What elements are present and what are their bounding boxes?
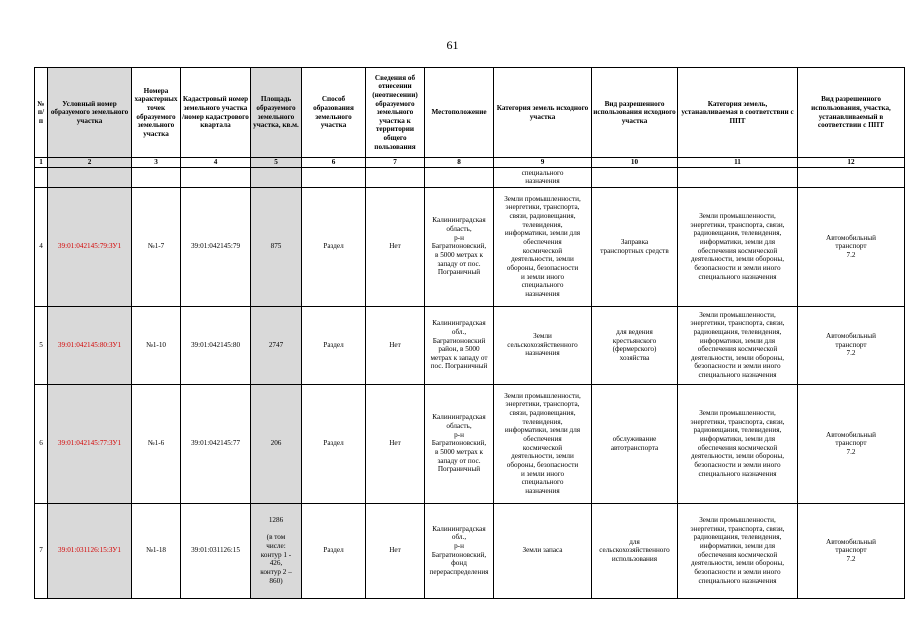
header-location: Местоположение <box>425 68 494 158</box>
cadastral-number: 39:01:042145:80 <box>181 306 251 384</box>
formation-method: Раздел <box>302 503 366 598</box>
permitted-use: для ведения крестьянского (фермерского) хозяйства <box>592 306 678 384</box>
public-use: Нет <box>366 306 425 384</box>
area: 206 <box>251 384 302 503</box>
table-row <box>35 503 905 598</box>
colnum-6: 6 <box>302 158 366 168</box>
permitted-use: Заправка транспортных средств <box>592 187 678 306</box>
page-number: 61 <box>446 38 459 52</box>
location: Калининградская обл., р-н Багратионовский, фонд перераспределения <box>425 503 494 598</box>
header-cadastral: Кадастровый номер земельного участка /номер кадастрового квартала <box>181 68 251 158</box>
points: №1-7 <box>132 187 181 306</box>
public-use: Нет <box>366 503 425 598</box>
cadastral-number: 39:01:042145:79 <box>181 187 251 306</box>
cadastral-number: 39:01:031126:15 <box>181 503 251 598</box>
colnum-9: 9 <box>494 158 592 168</box>
row-num: 5 <box>35 306 48 384</box>
table-row <box>35 384 905 503</box>
formation-method: Раздел <box>302 306 366 384</box>
points: №1-18 <box>132 503 181 598</box>
continuation-row <box>35 167 905 187</box>
permitted-use: обслуживание автотранспорта <box>592 384 678 503</box>
table-row <box>35 187 905 306</box>
row-num: 6 <box>35 384 48 503</box>
colnum-10: 10 <box>592 158 678 168</box>
header-permitted-use: Вид разрешенного использования исходного участка <box>592 68 678 158</box>
header-area: Площадь образуемого земельного участка, кв.м. <box>251 68 302 158</box>
location: Калининградская область, р-н Багратионовский, в 5000 метрах к западу от пос. Пограничный <box>425 384 494 503</box>
row-num: 4 <box>35 187 48 306</box>
points: №1-10 <box>132 306 181 384</box>
category: Земли промышленности, энергетики, транспорта, связи, радиовещания, телевидения, информатики, земли для обеспечения космической деятельности, земли обороны, безопасности и земли иного специального назначения <box>494 384 592 503</box>
new-use: Автомобильный транспорт 7.2 <box>798 384 905 503</box>
formation-method: Раздел <box>302 384 366 503</box>
land-plots-table <box>34 67 905 599</box>
colnum-7: 7 <box>366 158 425 168</box>
category: Земли промышленности, энергетики, транспорта, связи, радиовещания, телевидения, информатики, земли для обеспечения космической деятельности, земли обороны, безопасности и земли иного специального назначения <box>494 187 592 306</box>
category: Земли запаса <box>494 503 592 598</box>
header-new-category: Категория земель, устанавливаемая в соответствии с ППТ <box>678 68 798 158</box>
new-category: Земли промышленности, энергетики, транспорта, связи, радиовещания, телевидения, информатики, земли для обеспечения космической деятельности, земли обороны, безопасности и земли иного специального назначения <box>678 306 798 384</box>
header-conditional-number: Условный номер образуемого земельного участка <box>48 68 132 158</box>
conditional-number: 39:01:042145:77:ЗУ1 <box>48 384 132 503</box>
location: Калининградская обл., Багратионовский район, в 5000 метрах к западу от пос. Пограничный <box>425 306 494 384</box>
table-row <box>35 306 905 384</box>
header-points: Номера характерных точек образуемого земельного участка <box>132 68 181 158</box>
header-num: № п/п <box>35 68 48 158</box>
permitted-use: для сельскохозяйственного использования <box>592 503 678 598</box>
area: 2747 <box>251 306 302 384</box>
location: Калининградская область, р-н Багратионовский, в 5000 метрах к западу от пос. Пограничный <box>425 187 494 306</box>
new-use: Автомобильный транспорт 7.2 <box>798 503 905 598</box>
colnum-2: 2 <box>48 158 132 168</box>
row-num: 7 <box>35 503 48 598</box>
header-public-use: Сведения об отнесении (неотнесении) образуемого земельного участка к территории общего пользования <box>366 68 425 158</box>
header-method: Способ образования земельного участка <box>302 68 366 158</box>
colnum-3: 3 <box>132 158 181 168</box>
new-category: Земли промышленности, энергетики, транспорта, связи, радиовещания, телевидения, информатики, земли для обеспечения космической деятельности, земли обороны, безопасности и земли иного специального назначения <box>678 503 798 598</box>
points: №1-6 <box>132 384 181 503</box>
new-category: Земли промышленности, энергетики, транспорта, связи, радиовещания, телевидения, информатики, земли для обеспечения космической деятельности, земли обороны, безопасности и земли иного специального назначения <box>678 384 798 503</box>
formation-method: Раздел <box>302 187 366 306</box>
conditional-number: 39:01:031126:15:ЗУ1 <box>48 503 132 598</box>
header-category: Категория земель исходного участка <box>494 68 592 158</box>
area: 875 <box>251 187 302 306</box>
conditional-number: 39:01:042145:79:ЗУ1 <box>48 187 132 306</box>
public-use: Нет <box>366 384 425 503</box>
colnum-8: 8 <box>425 158 494 168</box>
conditional-number: 39:01:042145:80:ЗУ1 <box>48 306 132 384</box>
header-new-use: Вид разрешенного использования, участка, устанавливаемый в соответствии с ППТ <box>798 68 905 158</box>
cadastral-number: 39:01:042145:77 <box>181 384 251 503</box>
new-use: Автомобильный транспорт 7.2 <box>798 187 905 306</box>
header-row <box>35 68 905 158</box>
new-use: Автомобильный транспорт 7.2 <box>798 306 905 384</box>
colnum-1: 1 <box>35 158 48 168</box>
column-number-row <box>35 158 905 168</box>
colnum-4: 4 <box>181 158 251 168</box>
category: Земли сельскохозяйственного назначения <box>494 306 592 384</box>
colnum-5: 5 <box>251 158 302 168</box>
colnum-12: 12 <box>798 158 905 168</box>
new-category: Земли промышленности, энергетики, транспорта, связи, радиовещания, телевидения, информатики, земли для обеспечения космической деятельности, земли обороны, безопасности и земли иного специального назначения <box>678 187 798 306</box>
area: 1286 (в том числе: контур 1 - 426, контур 2 – 860) <box>251 503 302 598</box>
continuation-category: специального назначения <box>494 167 592 187</box>
public-use: Нет <box>366 187 425 306</box>
colnum-11: 11 <box>678 158 798 168</box>
